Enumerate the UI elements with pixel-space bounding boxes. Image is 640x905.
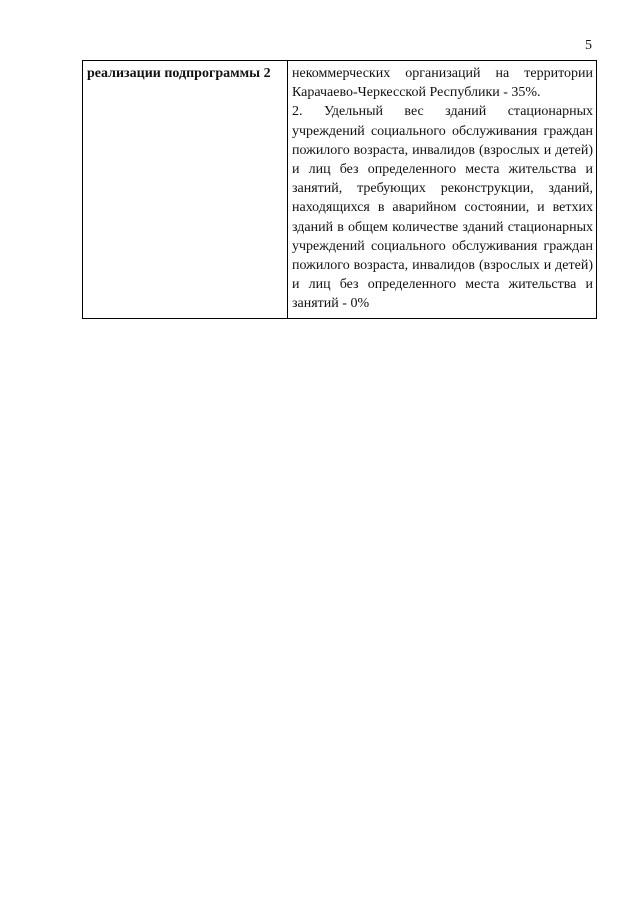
row-content-cell	[288, 61, 597, 319]
indicators-table	[82, 60, 597, 319]
page-number: 5	[585, 38, 592, 53]
content-paragraph-2: 2. Удельный вес зданий стационарных учреждений социального обслуживания граждан пожилого возраста, инвалидов (взрослых и детей) и лиц без определенного места жительства и занятий, требующих реконструкции, зданий, находящихся в аварийном состоянии, и ветхих зданий в общем количестве зданий стационарных учреждений социального обслуживания граждан пожилого возраста, инвалидов (взрослых и детей) и лиц без определенного места жительства и занятий - 0%	[292, 104, 593, 312]
content-paragraph-1: некоммерческих организаций на территории Карачаево-Черкесской Республики - 35%.	[292, 66, 593, 101]
row-label-cell: реализации подпрограммы 2	[83, 61, 288, 319]
table-row	[83, 61, 597, 319]
